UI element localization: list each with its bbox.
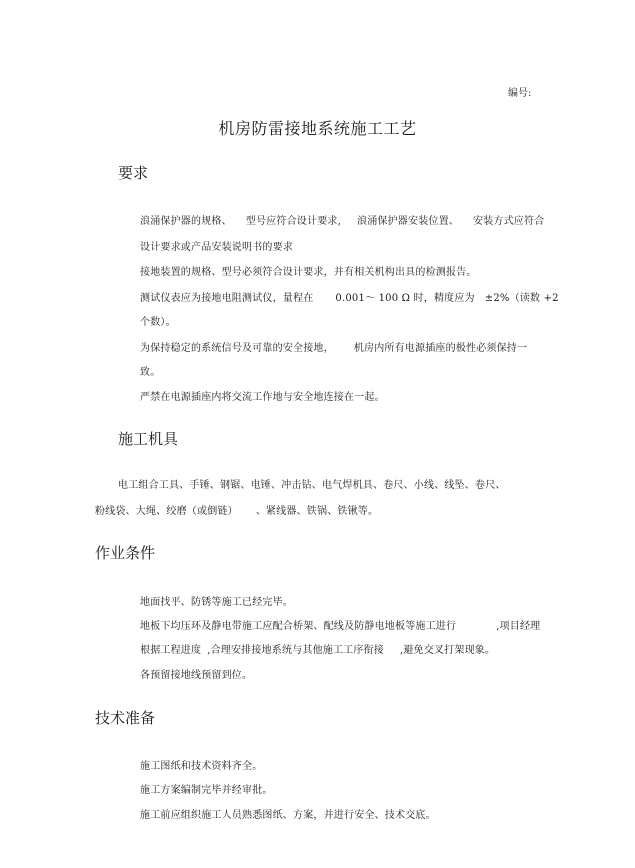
conditions-line-1: 地面找平、防锈等施工已经完毕。 xyxy=(140,597,293,608)
conditions-line-3: 根据工程进度 ,合理安排接地系统与其他施工工序衔接 ,避免交叉打架现象。 xyxy=(140,645,496,656)
conditions-line-2: 地板下均压环及静电带施工应配合桥架、配线及防静电地板等施工进行 ,项目经理 xyxy=(140,621,541,632)
section-heading-conditions: 作业条件 xyxy=(95,544,156,562)
requirements-line-5: 个数）。 xyxy=(140,317,176,328)
requirements-line-1: 浪涌保护器的规格、 型号应符合设计要求, 浪涌保护器安装位置、 安装方式应符合 xyxy=(140,216,545,227)
section-heading-tools: 施工机具 xyxy=(118,430,179,448)
document-number-label: 编号: xyxy=(508,88,532,99)
tools-line-2: 粉线袋、大绳、绞磨（或倒链） 、紧线器、铁锅、铁锹等。 xyxy=(95,506,379,517)
technical-line-2: 施工方案编制完毕并经审批。 xyxy=(140,785,273,796)
requirements-line-8: 严禁在电源插座内将交流工作地与安全地连接在一起。 xyxy=(140,392,385,403)
tools-line-1: 电工组合工具、手锤、钢锯、电锤、冲击钻、电气焊机具、卷尺、小线、线坠、卷尺、 xyxy=(118,480,506,491)
requirements-line-6: 为保持稳定的系统信号及可靠的安全接地， 机房内所有电源插座的极性必须保持一 xyxy=(140,343,528,354)
section-heading-requirements: 要求 xyxy=(118,164,149,182)
document-title: 机房防雷接地系统施工工艺 xyxy=(218,119,417,138)
section-heading-technical: 技术准备 xyxy=(95,709,156,727)
requirements-line-2: 设计要求或产品安装说明书的要求 xyxy=(140,242,293,253)
requirements-line-4: 测试仪表应为接地电阻测试仪，量程在 0.001～ 100 Ω 时，精度应为 ±2%（读数 +2 xyxy=(140,293,559,304)
technical-line-3: 施工前应组织施工人员熟悉图纸、方案，并进行安全、技术交底。 xyxy=(140,810,436,821)
technical-line-1: 施工图纸和技术资料齐全。 xyxy=(140,761,263,772)
requirements-line-7: 致。 xyxy=(140,367,161,378)
conditions-line-4: 各预留接地线预留到位。 xyxy=(140,670,253,681)
requirements-line-3: 接地装置的规格、型号必须符合设计要求，并有相关机构出具的检测报告。 xyxy=(140,267,477,278)
